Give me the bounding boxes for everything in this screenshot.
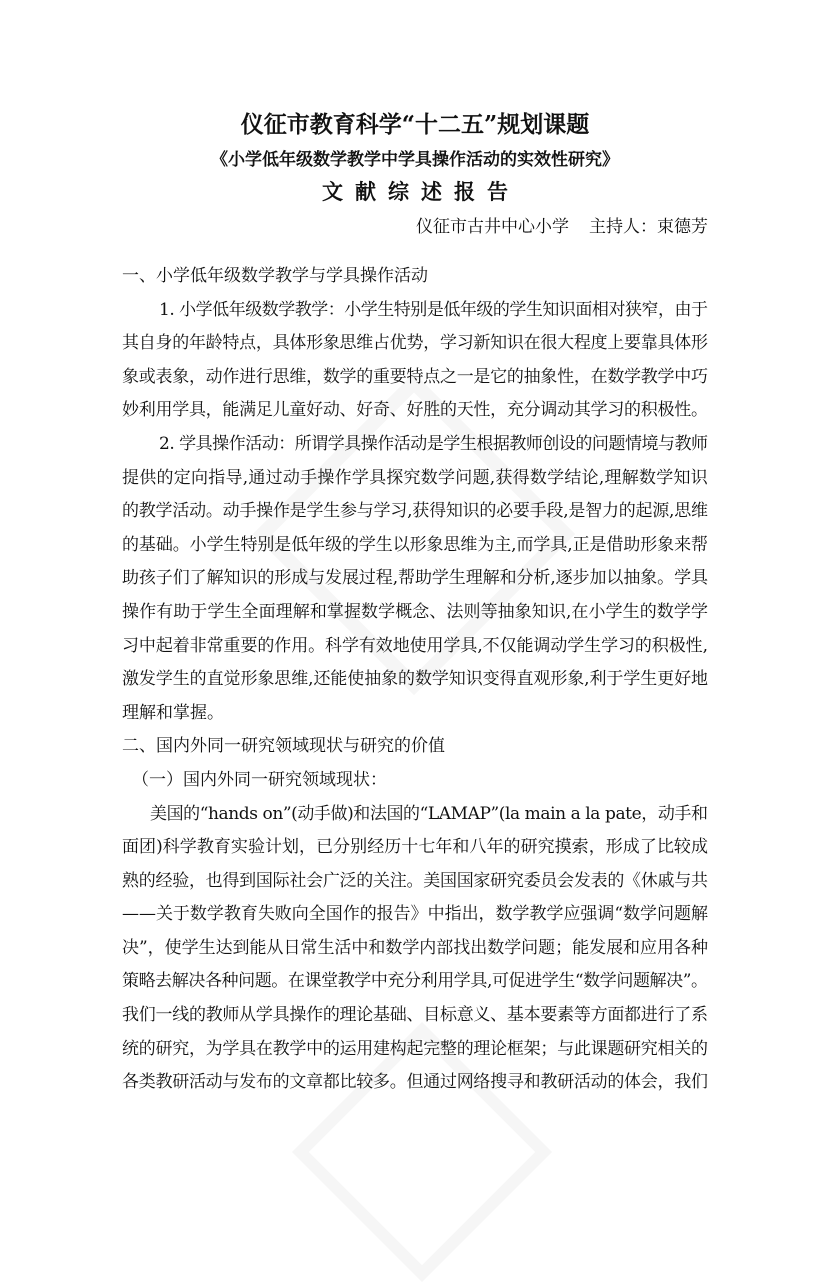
paragraph-line (122, 798, 708, 832)
line-text: 1. 小学低年级数学教学：小学生特别是低年级的学生知识面相对狭窄，由于 (159, 299, 708, 320)
paragraph-line (122, 394, 708, 428)
paragraph-line (122, 1066, 708, 1100)
document-title: 仪征市教育科学“十二五”规划课题 (240, 111, 590, 138)
line-text: 象或表象，动作进行思维，数学的重要特点之一是它的抽象性，在数学教学中巧 (122, 366, 708, 387)
line-text: 的教学活动。动手操作是学生参与学习,获得知识的必要手段,是智力的起源,思维 (122, 501, 708, 522)
line-text: 其自身的年龄特点，具体形象思维占优势，学习新知识在很大程度上要靠具体形 (122, 333, 708, 354)
line-text: 妙利用学具，能满足儿童好动、好奇、好胜的天性，充分调动其学习的积极性。 (122, 400, 708, 421)
paragraph-line (122, 865, 708, 899)
paragraph-line (122, 831, 708, 865)
section-heading (122, 730, 708, 764)
line-text: 激发学生的直觉形象思维,还能使抽象的数学知识变得直观形象,利于学生更好地 (122, 669, 708, 690)
paragraph-line (122, 428, 708, 462)
line-text: 各类教研活动与发布的文章都比较多。但通过网络搜寻和教研活动的体会，我们 (122, 1072, 708, 1093)
line-text: 美国的“hands on”(动手做)和法国的“LAMAP”(la main a la pate，动手和 (150, 803, 708, 824)
paragraph-line (122, 932, 708, 966)
section-heading (122, 260, 708, 294)
school-name: 仪征市古井中心小学 (416, 217, 569, 237)
paragraph-line (122, 562, 708, 596)
section-heading (122, 764, 708, 798)
line-text: 的基础。小学生特别是低年级的学生以形象思维为主,而学具,正是借助形象来帮 (122, 534, 708, 555)
paragraph-line (122, 630, 708, 664)
paragraph-line (122, 327, 708, 361)
line-text: 提供的定向指导,通过动手操作学具探究数学问题,获得数学结论,理解数学知识 (122, 467, 708, 488)
line-text: 习中起着非常重要的作用。科学有效地使用学具,不仅能调动学生学习的积极性, (122, 635, 708, 656)
paragraph-line (122, 361, 708, 395)
paragraph-line (122, 663, 708, 697)
host-name: 主持人：束德芳 (589, 217, 708, 237)
line-text: 二、国内外同一研究领域现状与研究的价值 (122, 736, 445, 757)
line-text: 面团)科学教育实验计划，已分别经历十七年和八年的研究摸索，形成了比较成 (122, 837, 708, 858)
line-text: 熟的经验，也得到国际社会广泛的关注。美国国家研究委员会发表的《休戚与共 (122, 870, 708, 891)
line-text: 2. 学具操作活动：所谓学具操作活动是学生根据教师创设的问题情境与教师 (159, 433, 708, 454)
paragraph-line (122, 697, 708, 731)
paragraph-line (122, 898, 708, 932)
paragraph-line (122, 294, 708, 328)
paragraph-line (122, 462, 708, 496)
author-line (416, 212, 708, 237)
paragraph-line (122, 596, 708, 630)
line-text: ——关于数学教育失败向全国作的报告》中指出，数学教学应强调“数学问题解 (122, 904, 708, 925)
line-text: 助孩子们了解知识的形成与发展过程,帮助学生理解和分析,逐步加以抽象。学具 (122, 568, 708, 589)
line-text: 策略去解决各种问题。在课堂教学中充分利用学具,可促进学生“数学问题解决”。 (122, 971, 708, 992)
paragraph-line (122, 495, 708, 529)
paragraph-line (122, 529, 708, 563)
line-text: 操作有助于学生全面理解和掌握数学概念、法则等抽象知识,在小学生的数学学 (122, 601, 709, 622)
paragraph-line (122, 999, 708, 1033)
line-text: 统的研究，为学具在教学中的运用建构起完整的理论框架；与此课题研究相关的 (122, 1038, 708, 1059)
line-text: 一、小学低年级数学教学与学具操作活动 (122, 266, 428, 286)
document-type-heading: 文献综述报告 (322, 179, 520, 204)
line-text: 我们一线的教师从学具操作的理论基础、目标意义、基本要素等方面都进行了系 (122, 1005, 708, 1026)
line-text: （一）国内外同一研究领域现状： (132, 769, 387, 790)
line-text: 理解和掌握。 (122, 702, 224, 723)
paragraph-line (122, 965, 708, 999)
paragraph-line (122, 1033, 708, 1067)
document-body (122, 260, 708, 1100)
line-text: 决”，使学生达到能从日常生活中和数学内部找出数学问题；能发展和应用各种 (122, 937, 708, 958)
document-subtitle: 《小学低年级数学教学中学具操作活动的实效性研究》 (211, 150, 619, 170)
